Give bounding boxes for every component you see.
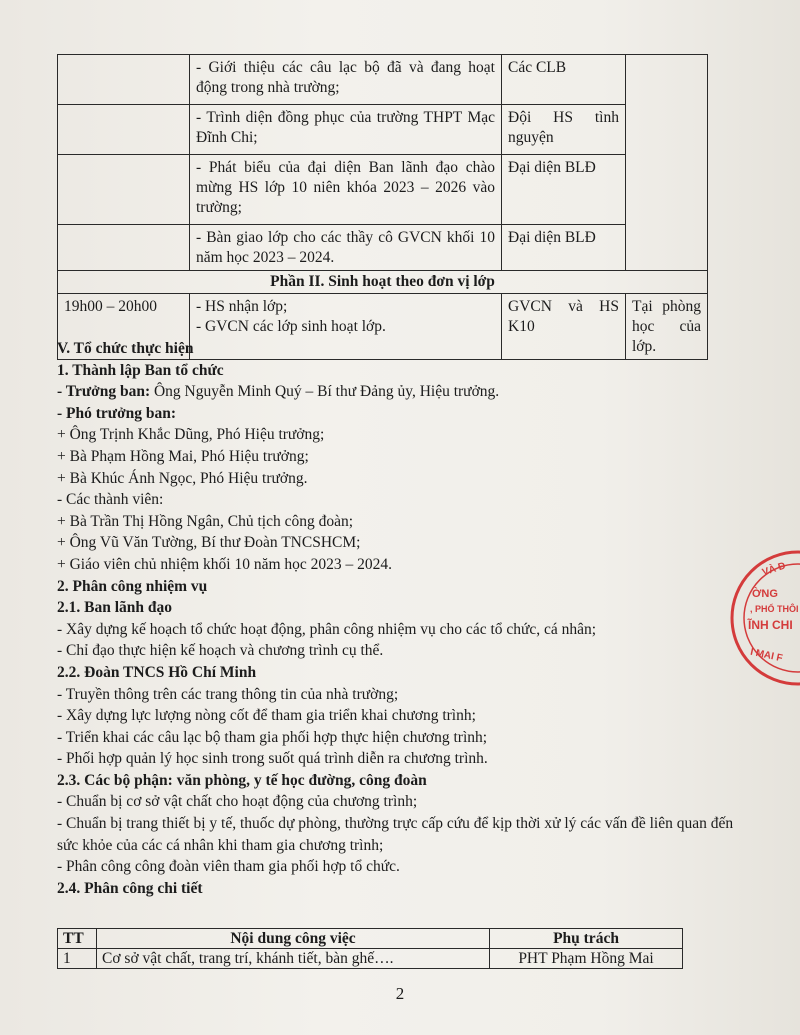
seal-text: VÀ Đ [760,560,788,579]
time-cell [58,155,190,225]
label: - Các thành viên: [57,491,164,509]
table-row [58,949,683,969]
seal-text: , PHỔ THÔI [750,604,799,614]
list-item: - Phối hợp quản lý học sinh trong suốt quá trình diễn ra chương trình. [57,750,488,768]
content-cell: - Giới thiệu các câu lạc bộ đã và đang hoạt động trong nhà trường; [190,55,502,105]
list-item: - Chuẩn bị trang thiết bị y tế, thuốc dự phòng, thường trực cấp cứu để kịp thời xử lý các vấn đề liên quan đến sức khỏe của các cá nhân khi tham gia chương trình; [57,815,734,854]
section-heading: V. Tổ chức thực hiện [57,340,194,357]
content-cell: - Trình diện đồng phục của trường THPT Mạc Đĩnh Chi; [190,105,502,155]
schedule-row [58,225,708,271]
list-item: - Truyền thông trên các trang thông tin của nhà trường; [57,685,399,703]
list-item: - Triển khai các câu lạc bộ tham gia phối hợp thực hiện chương trình; [57,728,488,746]
content-line: - HS nhận lớp; [196,298,288,315]
responsible-cell: Các CLB [502,55,626,105]
schedule-row [58,105,708,155]
content-cell: - Phát biểu của đại diện Ban lãnh đạo chào mừng HS lớp 10 niên khóa 2023 – 2026 vào trường; [190,155,502,225]
schedule-row [58,155,708,225]
location-cell: Tại phòng học của lớp. [626,294,708,360]
official-seal [728,548,800,688]
content-cell: - Bàn giao lớp cho các thầy cô GVCN khối 10 năm học 2023 – 2024. [190,225,502,271]
seal-text: ĨNH CHI [748,618,793,632]
page-number: 2 [395,984,405,1003]
content-line: - GVCN các lớp sinh hoạt lớp. [196,318,386,335]
subsection-heading: 2. Phân công nhiệm vụ [57,577,208,595]
column-header: TT [58,929,97,949]
location-cell [626,55,708,271]
column-header: Nội dung công việc [97,929,490,949]
organizer-head [57,381,747,403]
value: Ông Nguyễn Minh Quý – Bí thư Đảng ủy, Hiệu trưởng. [150,383,500,401]
list-item: - Xây dựng kế hoạch tổ chức hoạt động, phân công nhiệm vụ cho các tổ chức, cá nhân; [57,620,597,638]
subsection-heading: 1. Thành lập Ban tổ chức [57,361,224,379]
schedule-table [57,54,708,360]
subsection-heading: 2.2. Đoàn TNCS Hồ Chí Minh [57,663,257,681]
table-cell: 1 [58,949,97,969]
subsection-heading: 2.4. Phân công chi tiết [57,879,203,897]
time-cell [58,55,190,105]
schedule-row [58,55,708,105]
list-item: + Giáo viên chủ nhiệm khối 10 năm học 2023 – 2024. [57,555,393,573]
seal-text: I MAI F [749,646,784,665]
section-body [57,338,747,899]
table-cell: Cơ sở vật chất, trang trí, khánh tiết, bàn ghế…. [97,949,490,969]
part-2-heading: Phần II. Sinh hoạt theo đơn vị lớp [58,271,708,294]
list-item: - Chuẩn bị cơ sở vật chất cho hoạt động của chương trình; [57,793,418,811]
responsible-cell: Đội HS tình nguyện [502,105,626,155]
label: - Phó trưởng ban: [57,404,177,422]
table-header-row [58,929,683,949]
assignment-table [57,928,683,969]
table-cell: PHT Phạm Hồng Mai [490,949,683,969]
list-item: - Chỉ đạo thực hiện kế hoạch và chương trình cụ thể. [57,642,384,660]
subsection-heading: 2.1. Ban lãnh đạo [57,599,173,617]
list-item: + Bà Trần Thị Hồng Ngân, Chủ tịch công đoàn; [57,512,354,530]
label: - Trưởng ban: [57,383,151,401]
seal-text: ỜNG [752,588,778,600]
responsible-cell: Đại diện BLĐ [502,225,626,271]
subsection-heading: 2.3. Các bộ phận: văn phòng, y tế học đường, công đoàn [57,771,427,789]
list-item: + Ông Trịnh Khắc Dũng, Phó Hiệu trưởng; [57,426,325,444]
time-cell [58,105,190,155]
responsible-cell: GVCN và HS K10 [502,294,626,360]
column-header: Phụ trách [490,929,683,949]
responsible-cell: Đại diện BLĐ [502,155,626,225]
time-cell: 19h00 – 20h00 [58,294,190,360]
list-item: - Phân công công đoàn viên tham gia phối hợp tổ chức. [57,858,400,876]
list-item: + Ông Vũ Văn Tường, Bí thư Đoàn TNCSHCM; [57,534,361,552]
list-item: - Xây dựng lực lượng nòng cốt để tham gia triển khai chương trình; [57,707,476,725]
time-cell [58,225,190,271]
list-item: + Bà Khúc Ánh Ngọc, Phó Hiệu trưởng. [57,469,308,487]
part-heading-row [58,271,708,294]
list-item: + Bà Phạm Hồng Mai, Phó Hiệu trưởng; [57,447,309,465]
